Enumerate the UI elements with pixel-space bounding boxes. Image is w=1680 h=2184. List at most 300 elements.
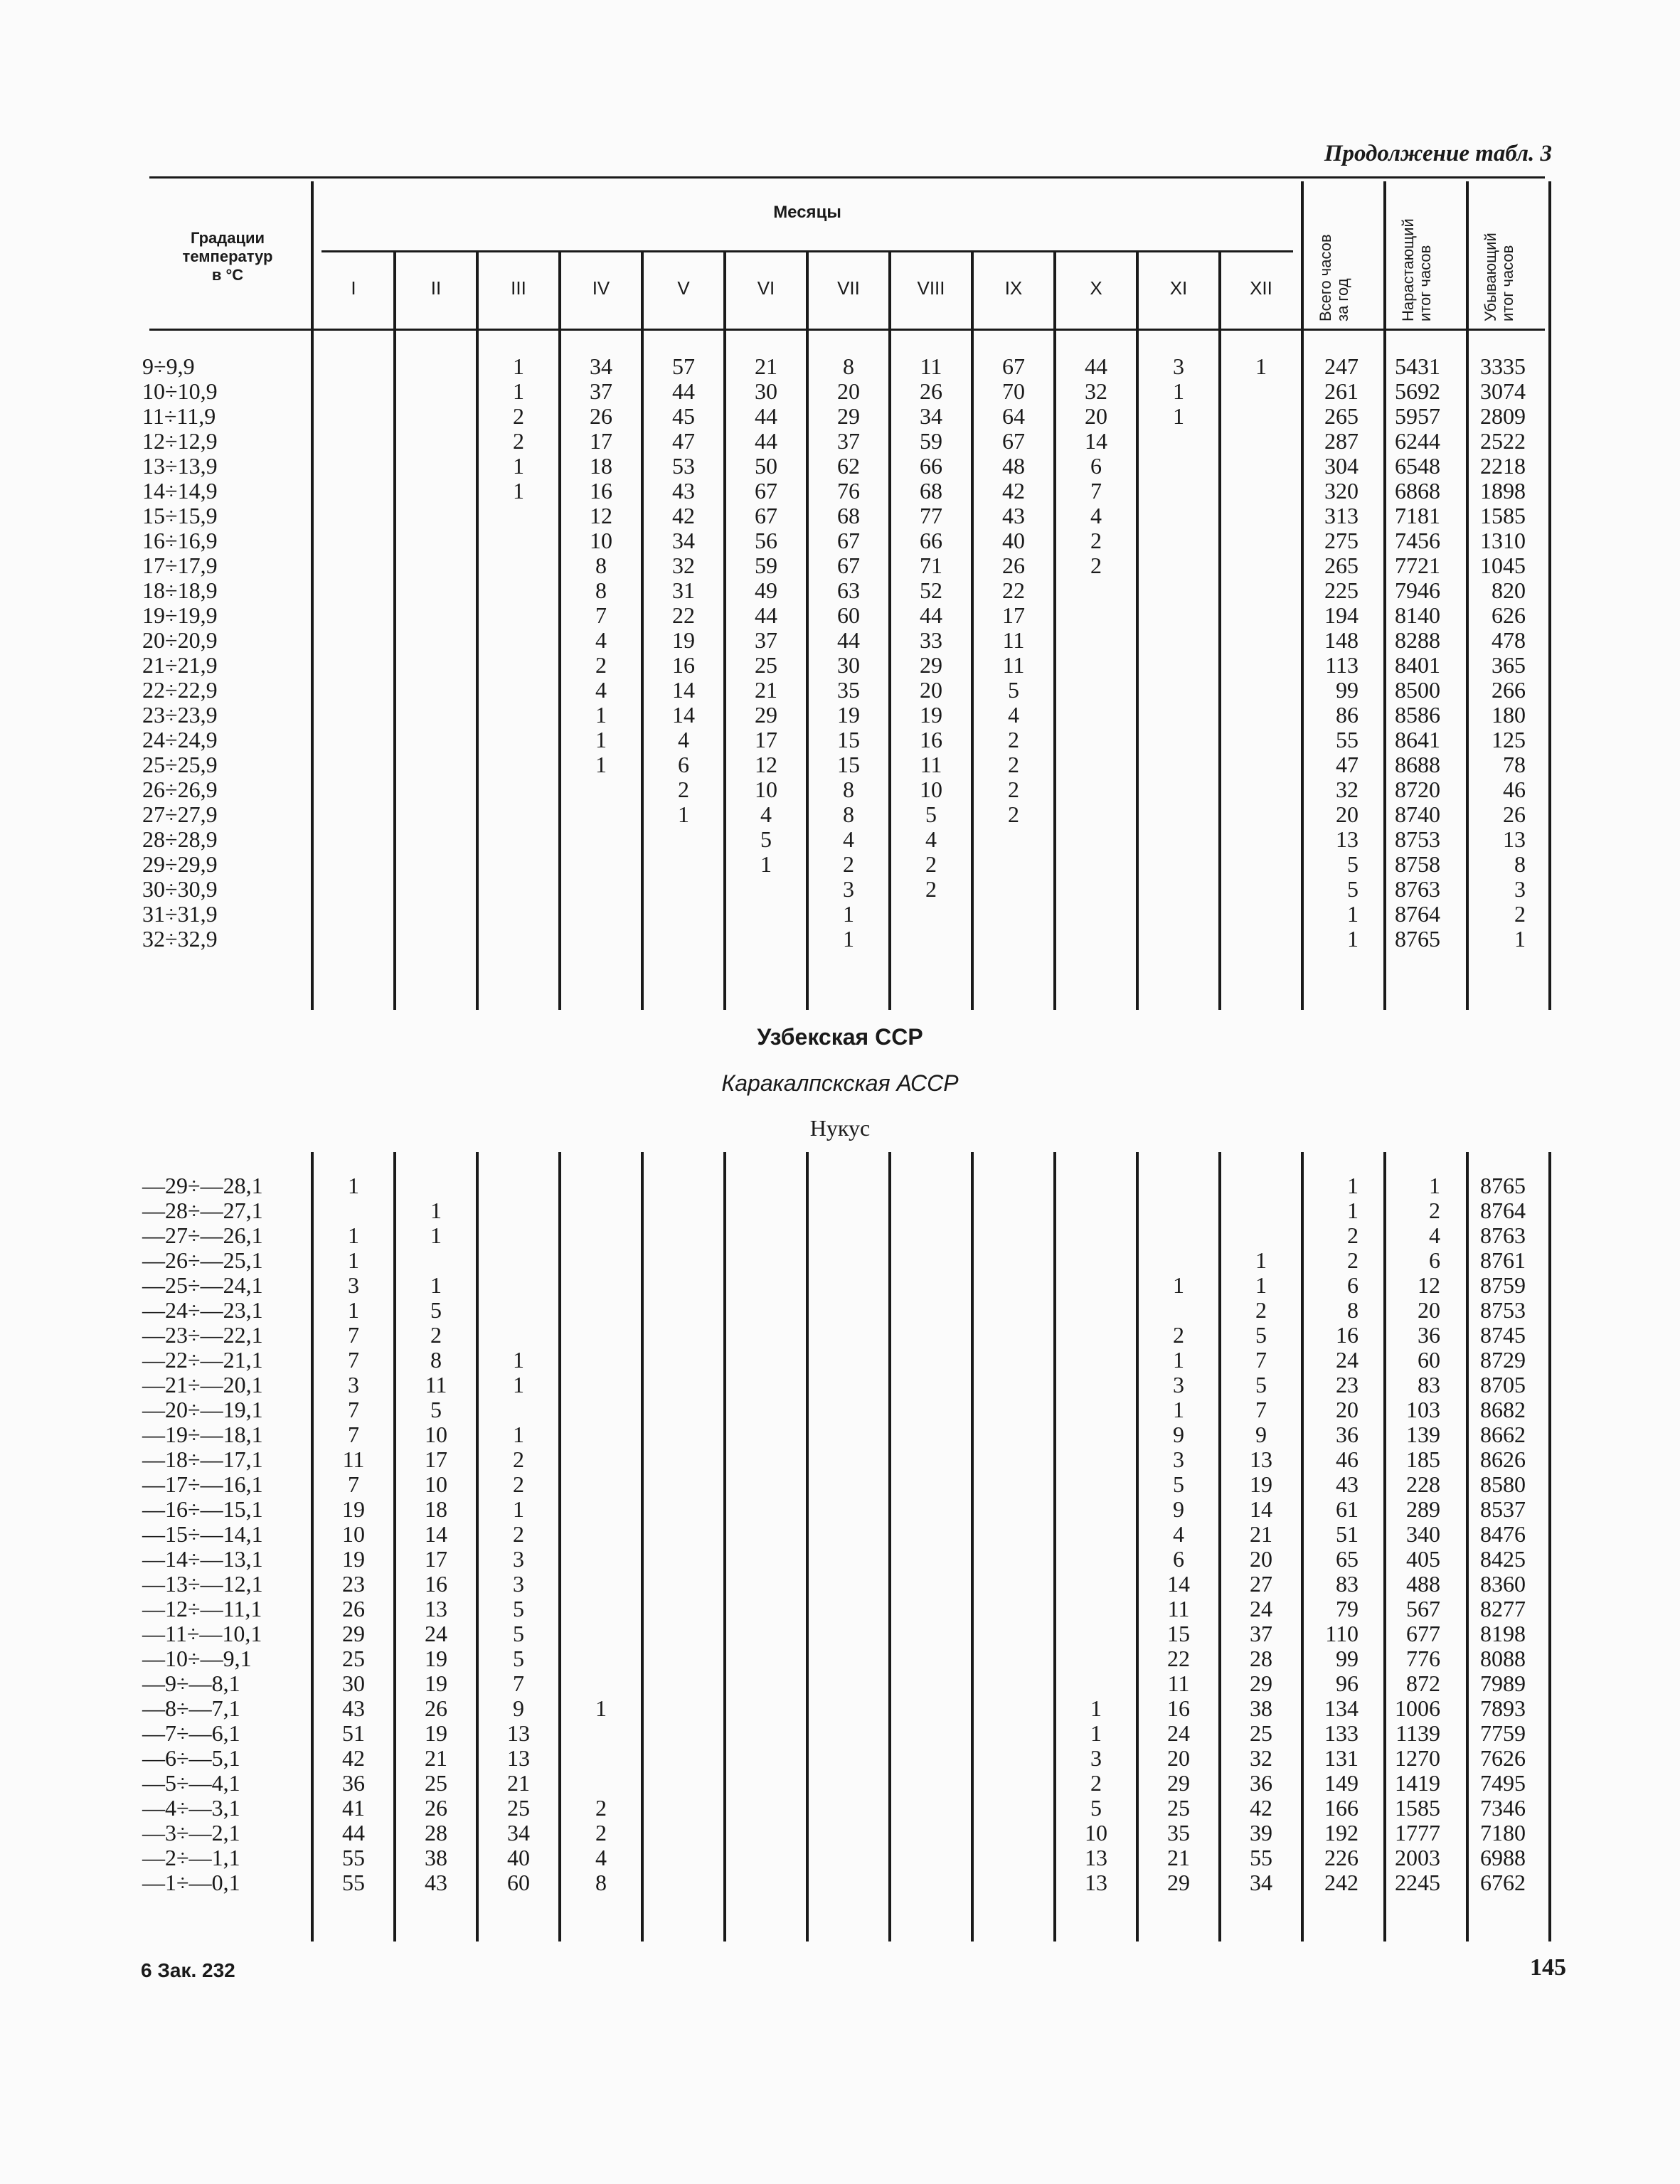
cumulative-down-cell: 8764 <box>1480 1198 1526 1223</box>
total-hours-cell: 2 <box>1347 1222 1359 1248</box>
month-value-cell: 32 <box>1085 378 1107 404</box>
cumulative-up-cell: 1270 <box>1395 1745 1440 1771</box>
month-value-cell: 26 <box>1002 553 1025 578</box>
month-value-cell: 20 <box>1085 403 1107 429</box>
cumulative-up-cell: 8500 <box>1395 677 1440 703</box>
cumulative-down-cell: 266 <box>1492 677 1526 703</box>
cumulative-down-cell: 8729 <box>1480 1347 1526 1373</box>
cumulative-up-cell: 1777 <box>1395 1820 1440 1845</box>
cumulative-up-cell: 228 <box>1406 1471 1440 1497</box>
month-value-cell: 2 <box>595 652 607 678</box>
month-value-cell: 23 <box>342 1571 365 1597</box>
month-value-cell: 44 <box>837 627 860 653</box>
cumulative-up-cell: 8763 <box>1395 876 1440 902</box>
column-divider <box>311 1152 314 1941</box>
gradation-cell: 19÷19,9 <box>142 602 218 628</box>
total-hours-cell: 2 <box>1347 1247 1359 1273</box>
cumulative-up-cell: 60 <box>1418 1347 1440 1373</box>
month-value-cell: 42 <box>1002 478 1025 504</box>
cumulative-down-cell: 1585 <box>1480 503 1526 528</box>
month-value-cell: 59 <box>920 428 942 454</box>
month-value-cell: 24 <box>1250 1596 1272 1621</box>
month-value-cell: 2 <box>595 1820 607 1845</box>
total-hours-cell: 99 <box>1336 677 1359 703</box>
month-value-cell: 4 <box>1173 1521 1184 1547</box>
cumulative-down-cell: 8198 <box>1480 1621 1526 1646</box>
month-value-cell: 9 <box>1173 1496 1184 1522</box>
month-value-cell: 17 <box>1002 602 1025 628</box>
month-value-cell: 2 <box>925 851 937 877</box>
total-hours-cell: 304 <box>1324 453 1359 479</box>
month-value-cell: 76 <box>837 478 860 504</box>
month-value-cell: 29 <box>1250 1671 1272 1696</box>
month-value-cell: 8 <box>843 777 854 802</box>
month-value-cell: 60 <box>837 602 860 628</box>
gradation-header: Градации температур в °С <box>182 229 273 284</box>
month-value-cell: 25 <box>342 1646 365 1671</box>
month-value-cell: 5 <box>925 801 937 827</box>
cumulative-up-cell: 1006 <box>1395 1695 1440 1721</box>
month-value-cell: 25 <box>755 652 777 678</box>
month-value-cell: 4 <box>595 627 607 653</box>
month-value-cell: 17 <box>425 1447 447 1472</box>
month-value-cell: 16 <box>425 1571 447 1597</box>
total-hours-cell: 226 <box>1324 1845 1359 1870</box>
cumulative-up-cell: 8586 <box>1395 702 1440 728</box>
month-value-cell: 50 <box>755 453 777 479</box>
column-divider <box>1301 1152 1304 1941</box>
cumulative-up-cell: 2003 <box>1395 1845 1440 1870</box>
gradation-cell: —16÷—15,1 <box>142 1496 263 1522</box>
month-value-cell: 7 <box>513 1671 524 1696</box>
total-hours-cell: 1 <box>1347 1198 1359 1223</box>
cumulative-up-cell: 139 <box>1406 1422 1440 1447</box>
month-value-cell: 21 <box>1167 1845 1190 1870</box>
month-value-cell: 8 <box>430 1347 442 1373</box>
month-value-cell: 19 <box>425 1646 447 1671</box>
gradation-cell: 27÷27,9 <box>142 801 218 827</box>
month-value-cell: 66 <box>920 453 942 479</box>
gradation-cell: 21÷21,9 <box>142 652 218 678</box>
total-hours-cell: 13 <box>1336 826 1359 852</box>
month-value-cell: 6 <box>1173 1546 1184 1572</box>
total-hours-cell: 20 <box>1336 801 1359 827</box>
month-value-cell: 2 <box>1090 528 1102 553</box>
month-value-cell: 1 <box>1173 1347 1184 1373</box>
cumulative-down-cell: 8745 <box>1480 1322 1526 1348</box>
month-value-cell: 5 <box>760 826 772 852</box>
month-value-cell: 3 <box>513 1546 524 1572</box>
month-value-cell: 30 <box>342 1671 365 1696</box>
cumulative-up-cell: 5692 <box>1395 378 1440 404</box>
total-hours-cell: 194 <box>1324 602 1359 628</box>
month-value-cell: 13 <box>1085 1870 1107 1895</box>
month-value-cell: 68 <box>837 503 860 528</box>
month-value-cell: 14 <box>1250 1496 1272 1522</box>
month-value-cell: 17 <box>425 1546 447 1572</box>
month-value-cell: 1 <box>1173 1272 1184 1298</box>
cumulative-up-cell: 1139 <box>1395 1720 1440 1746</box>
gradation-cell: 29÷29,9 <box>142 851 218 877</box>
month-value-cell: 2 <box>1090 553 1102 578</box>
month-value-cell: 29 <box>920 652 942 678</box>
month-value-cell: 3 <box>1173 1372 1184 1397</box>
column-divider <box>476 252 479 1010</box>
cumulative-up-cell: 567 <box>1406 1596 1440 1621</box>
cumulative-down-cell: 78 <box>1503 752 1526 777</box>
cumulative-up-cell: 185 <box>1406 1447 1440 1472</box>
column-divider <box>311 181 314 1010</box>
cumulative-up-cell: 8758 <box>1395 851 1440 877</box>
month-value-cell: 22 <box>1002 577 1025 603</box>
month-header-XI: XI <box>1169 277 1188 299</box>
column-divider <box>1136 1152 1139 1941</box>
month-value-cell: 1 <box>513 1372 524 1397</box>
cumulative-up-cell: 8288 <box>1395 627 1440 653</box>
gradation-cell: 15÷15,9 <box>142 503 218 528</box>
month-value-cell: 11 <box>1167 1596 1190 1621</box>
month-value-cell: 55 <box>342 1870 365 1895</box>
month-value-cell: 11 <box>425 1372 447 1397</box>
cumulative-down-cell: 1898 <box>1480 478 1526 504</box>
month-value-cell: 29 <box>1167 1770 1190 1796</box>
month-value-cell: 2 <box>513 1447 524 1472</box>
month-value-cell: 1 <box>430 1198 442 1223</box>
month-value-cell: 1 <box>513 453 524 479</box>
total-hours-cell: 110 <box>1325 1621 1359 1646</box>
column-divider <box>1218 1152 1221 1941</box>
cumulative-down-cell: 8761 <box>1480 1247 1526 1273</box>
month-value-cell: 5 <box>430 1397 442 1422</box>
column-divider <box>641 1152 644 1941</box>
month-value-cell: 28 <box>1250 1646 1272 1671</box>
month-value-cell: 26 <box>920 378 942 404</box>
month-value-cell: 2 <box>430 1322 442 1348</box>
month-value-cell: 43 <box>425 1870 447 1895</box>
month-value-cell: 67 <box>1002 353 1025 379</box>
month-value-cell: 1 <box>1255 353 1267 379</box>
month-value-cell: 62 <box>837 453 860 479</box>
gradation-cell: —22÷—21,1 <box>142 1347 263 1373</box>
month-value-cell: 20 <box>837 378 860 404</box>
month-value-cell: 24 <box>425 1621 447 1646</box>
total-hours-cell: 1 <box>1347 926 1359 952</box>
column-divider <box>1548 1152 1551 1941</box>
month-value-cell: 29 <box>342 1621 365 1646</box>
month-value-cell: 8 <box>843 801 854 827</box>
cumulative-up-cell: 872 <box>1406 1671 1440 1696</box>
month-value-cell: 48 <box>1002 453 1025 479</box>
column-divider <box>393 1152 396 1941</box>
cumulative-down-cell: 1 <box>1514 926 1526 952</box>
cumulative-down-cell: 7759 <box>1480 1720 1526 1746</box>
month-value-cell: 71 <box>920 553 942 578</box>
month-value-cell: 2 <box>925 876 937 902</box>
column-divider <box>558 252 561 1010</box>
month-value-cell: 29 <box>1167 1870 1190 1895</box>
month-value-cell: 14 <box>1085 428 1107 454</box>
region-title: Каракалпскская АССР <box>721 1070 959 1096</box>
month-value-cell: 39 <box>1250 1820 1272 1845</box>
month-value-cell: 22 <box>1167 1646 1190 1671</box>
total-hours-cell: 96 <box>1336 1671 1359 1696</box>
cumulative-down-cell: 13 <box>1503 826 1526 852</box>
total-hours-cell: 320 <box>1324 478 1359 504</box>
column-divider <box>1053 252 1056 1010</box>
month-value-cell: 41 <box>342 1795 365 1821</box>
month-value-cell: 4 <box>1008 702 1019 728</box>
month-value-cell: 9 <box>513 1695 524 1721</box>
cumulative-down-cell: 8753 <box>1480 1297 1526 1323</box>
total-hours-cell: 265 <box>1324 553 1359 578</box>
month-value-cell: 34 <box>590 353 612 379</box>
gradation-cell: —19÷—18,1 <box>142 1422 263 1447</box>
cumulative-down-cell: 7346 <box>1480 1795 1526 1821</box>
month-value-cell: 7 <box>348 1347 359 1373</box>
month-value-cell: 44 <box>920 602 942 628</box>
gradation-cell: —9÷—8,1 <box>142 1671 240 1696</box>
gradation-cell: —2÷—1,1 <box>142 1845 240 1870</box>
month-value-cell: 1 <box>760 851 772 877</box>
total-hours-cell: 79 <box>1336 1596 1359 1621</box>
month-value-cell: 7 <box>348 1322 359 1348</box>
cumulative-down-cell: 180 <box>1492 702 1526 728</box>
cumulative-down-cell: 7495 <box>1480 1770 1526 1796</box>
total-hours-cell: 131 <box>1324 1745 1359 1771</box>
gradation-cell: —6÷—5,1 <box>142 1745 240 1771</box>
column-divider <box>1218 252 1221 1010</box>
gradation-cell: —7÷—6,1 <box>142 1720 240 1746</box>
month-value-cell: 1 <box>1090 1720 1102 1746</box>
month-value-cell: 33 <box>920 627 942 653</box>
month-value-cell: 3 <box>513 1571 524 1597</box>
cumulative-down-cell: 8425 <box>1480 1546 1526 1572</box>
month-value-cell: 25 <box>1167 1795 1190 1821</box>
gradation-cell: 17÷17,9 <box>142 553 218 578</box>
cumulative-down-cell: 8580 <box>1480 1471 1526 1497</box>
month-value-cell: 34 <box>1250 1870 1272 1895</box>
cumulative-down-cell: 6762 <box>1480 1870 1526 1895</box>
month-value-cell: 19 <box>425 1720 447 1746</box>
cumulative-down-cell: 478 <box>1492 627 1526 653</box>
gradation-cell: 10÷10,9 <box>142 378 218 404</box>
total-hours-cell: 166 <box>1324 1795 1359 1821</box>
month-value-cell: 8 <box>843 353 854 379</box>
cumulative-down-cell: 2522 <box>1480 428 1526 454</box>
total-hours-cell: 134 <box>1324 1695 1359 1721</box>
gradation-cell: 20÷20,9 <box>142 627 218 653</box>
column-divider <box>971 1152 974 1941</box>
month-value-cell: 10 <box>425 1471 447 1497</box>
cumulative-down-cell: 7626 <box>1480 1745 1526 1771</box>
column-divider <box>806 1152 809 1941</box>
month-value-cell: 2 <box>595 1795 607 1821</box>
month-value-cell: 13 <box>1085 1845 1107 1870</box>
month-value-cell: 21 <box>755 677 777 703</box>
month-value-cell: 19 <box>342 1496 365 1522</box>
month-value-cell: 8 <box>595 577 607 603</box>
column-divider <box>971 252 974 1010</box>
cumulative-up-cell: 6 <box>1429 1247 1440 1273</box>
month-value-cell: 56 <box>755 528 777 553</box>
cumulative-up-cell: 36 <box>1418 1322 1440 1348</box>
month-header-II: II <box>430 277 442 299</box>
month-value-cell: 3 <box>348 1272 359 1298</box>
gradation-cell: —14÷—13,1 <box>142 1546 263 1572</box>
month-value-cell: 2 <box>513 1521 524 1547</box>
month-value-cell: 5 <box>430 1297 442 1323</box>
month-value-cell: 10 <box>755 777 777 802</box>
months-header: Месяцы <box>773 203 841 222</box>
month-value-cell: 14 <box>1167 1571 1190 1597</box>
month-value-cell: 37 <box>1250 1621 1272 1646</box>
month-header-V: V <box>677 277 690 299</box>
cumulative-up-cell: 5431 <box>1395 353 1440 379</box>
month-value-cell: 31 <box>672 577 695 603</box>
month-value-cell: 57 <box>672 353 695 379</box>
month-value-cell: 5 <box>513 1646 524 1671</box>
month-value-cell: 7 <box>348 1397 359 1422</box>
cumulative-down-cell: 7180 <box>1480 1820 1526 1845</box>
month-value-cell: 14 <box>672 677 695 703</box>
total-hours-header: Всего часов за год <box>1317 234 1351 321</box>
month-value-cell: 2 <box>513 403 524 429</box>
month-value-cell: 37 <box>837 428 860 454</box>
month-value-cell: 1 <box>430 1222 442 1248</box>
month-value-cell: 64 <box>1002 403 1025 429</box>
gradation-cell: —28÷—27,1 <box>142 1198 263 1223</box>
cumulative-up-cell: 2 <box>1429 1198 1440 1223</box>
month-value-cell: 7 <box>1255 1397 1267 1422</box>
month-value-cell: 25 <box>425 1770 447 1796</box>
month-value-cell: 11 <box>1002 652 1025 678</box>
cumulative-up-cell: 340 <box>1406 1521 1440 1547</box>
cumulative-down-cell: 8088 <box>1480 1646 1526 1671</box>
cumulative-up-cell: 7946 <box>1395 577 1440 603</box>
gradation-cell: —10÷—9,1 <box>142 1646 252 1671</box>
gradation-cell: 24÷24,9 <box>142 727 218 752</box>
column-divider <box>558 1152 561 1941</box>
cumulative-up-cell: 83 <box>1418 1372 1440 1397</box>
month-value-cell: 1 <box>595 1695 607 1721</box>
cumulative-down-cell: 3074 <box>1480 378 1526 404</box>
month-value-cell: 1 <box>595 702 607 728</box>
cumulative-down-cell: 626 <box>1492 602 1526 628</box>
month-value-cell: 7 <box>348 1422 359 1447</box>
month-header-VI: VI <box>757 277 775 299</box>
month-value-cell: 3 <box>348 1372 359 1397</box>
month-value-cell: 52 <box>920 577 942 603</box>
table-continuation-caption: Продолжение табл. 3 <box>1324 141 1552 166</box>
month-value-cell: 2 <box>1090 1770 1102 1796</box>
month-value-cell: 1 <box>1173 1397 1184 1422</box>
column-divider <box>1466 1152 1469 1941</box>
month-header-XII: XII <box>1250 277 1272 299</box>
month-value-cell: 1 <box>513 478 524 504</box>
month-value-cell: 42 <box>342 1745 365 1771</box>
month-value-cell: 1 <box>595 752 607 777</box>
cumulative-down-cell: 7989 <box>1480 1671 1526 1696</box>
month-value-cell: 4 <box>843 826 854 852</box>
month-value-cell: 29 <box>837 403 860 429</box>
station-title: Нукус <box>809 1115 871 1141</box>
month-value-cell: 1 <box>513 378 524 404</box>
month-value-cell: 32 <box>1250 1745 1272 1771</box>
month-value-cell: 4 <box>760 801 772 827</box>
gradation-cell: —27÷—26,1 <box>142 1222 263 1248</box>
month-value-cell: 66 <box>920 528 942 553</box>
month-value-cell: 16 <box>920 727 942 752</box>
column-divider <box>1466 181 1469 1010</box>
month-value-cell: 25 <box>1250 1720 1272 1746</box>
month-value-cell: 2 <box>843 851 854 877</box>
cumulative-down-cell: 6988 <box>1480 1845 1526 1870</box>
month-value-cell: 68 <box>920 478 942 504</box>
column-divider <box>1053 1152 1056 1941</box>
cumulative-down-cell: 2 <box>1514 901 1526 927</box>
gradation-cell: —18÷—17,1 <box>142 1447 263 1472</box>
month-value-cell: 1 <box>595 727 607 752</box>
month-value-cell: 1 <box>843 926 854 952</box>
month-header-IX: IX <box>1004 277 1023 299</box>
month-value-cell: 38 <box>425 1845 447 1870</box>
month-value-cell: 19 <box>342 1546 365 1572</box>
total-hours-cell: 265 <box>1324 403 1359 429</box>
total-hours-cell: 275 <box>1324 528 1359 553</box>
total-hours-cell: 43 <box>1336 1471 1359 1497</box>
cumulative-up-cell: 8753 <box>1395 826 1440 852</box>
cumulative-up-cell: 8688 <box>1395 752 1440 777</box>
total-hours-cell: 148 <box>1324 627 1359 653</box>
cumulative-up-cell: 8641 <box>1395 727 1440 752</box>
month-value-cell: 2 <box>1008 801 1019 827</box>
total-hours-cell: 133 <box>1324 1720 1359 1746</box>
gradation-cell: —24÷—23,1 <box>142 1297 263 1323</box>
total-hours-cell: 313 <box>1324 503 1359 528</box>
gradation-cell: 12÷12,9 <box>142 428 218 454</box>
month-value-cell: 34 <box>672 528 695 553</box>
month-value-cell: 55 <box>342 1845 365 1870</box>
gradation-cell: —12÷—11,1 <box>142 1596 262 1621</box>
gradation-cell: 31÷31,9 <box>142 901 218 927</box>
month-value-cell: 53 <box>672 453 695 479</box>
month-value-cell: 14 <box>425 1521 447 1547</box>
month-header-X: X <box>1090 277 1102 299</box>
month-value-cell: 1 <box>843 901 854 927</box>
cumulative-up-cell: 8720 <box>1395 777 1440 802</box>
month-value-cell: 55 <box>1250 1845 1272 1870</box>
month-value-cell: 44 <box>755 602 777 628</box>
gradation-cell: —4÷—3,1 <box>142 1795 240 1821</box>
month-value-cell: 44 <box>1085 353 1107 379</box>
month-header-VIII: VIII <box>917 277 945 299</box>
total-hours-cell: 61 <box>1336 1496 1359 1522</box>
month-value-cell: 11 <box>920 752 942 777</box>
month-value-cell: 9 <box>1173 1422 1184 1447</box>
month-value-cell: 1 <box>1090 1695 1102 1721</box>
header-top-rule <box>149 176 1545 179</box>
month-value-cell: 34 <box>920 403 942 429</box>
gradation-cell: —5÷—4,1 <box>142 1770 240 1796</box>
cumulative-down-cell: 8705 <box>1480 1372 1526 1397</box>
cumulative-down-cell: 8476 <box>1480 1521 1526 1547</box>
month-value-cell: 1 <box>430 1272 442 1298</box>
month-value-cell: 35 <box>1167 1820 1190 1845</box>
month-value-cell: 1 <box>513 1422 524 1447</box>
month-value-cell: 21 <box>1250 1521 1272 1547</box>
column-divider <box>888 252 891 1010</box>
month-value-cell: 19 <box>672 627 695 653</box>
